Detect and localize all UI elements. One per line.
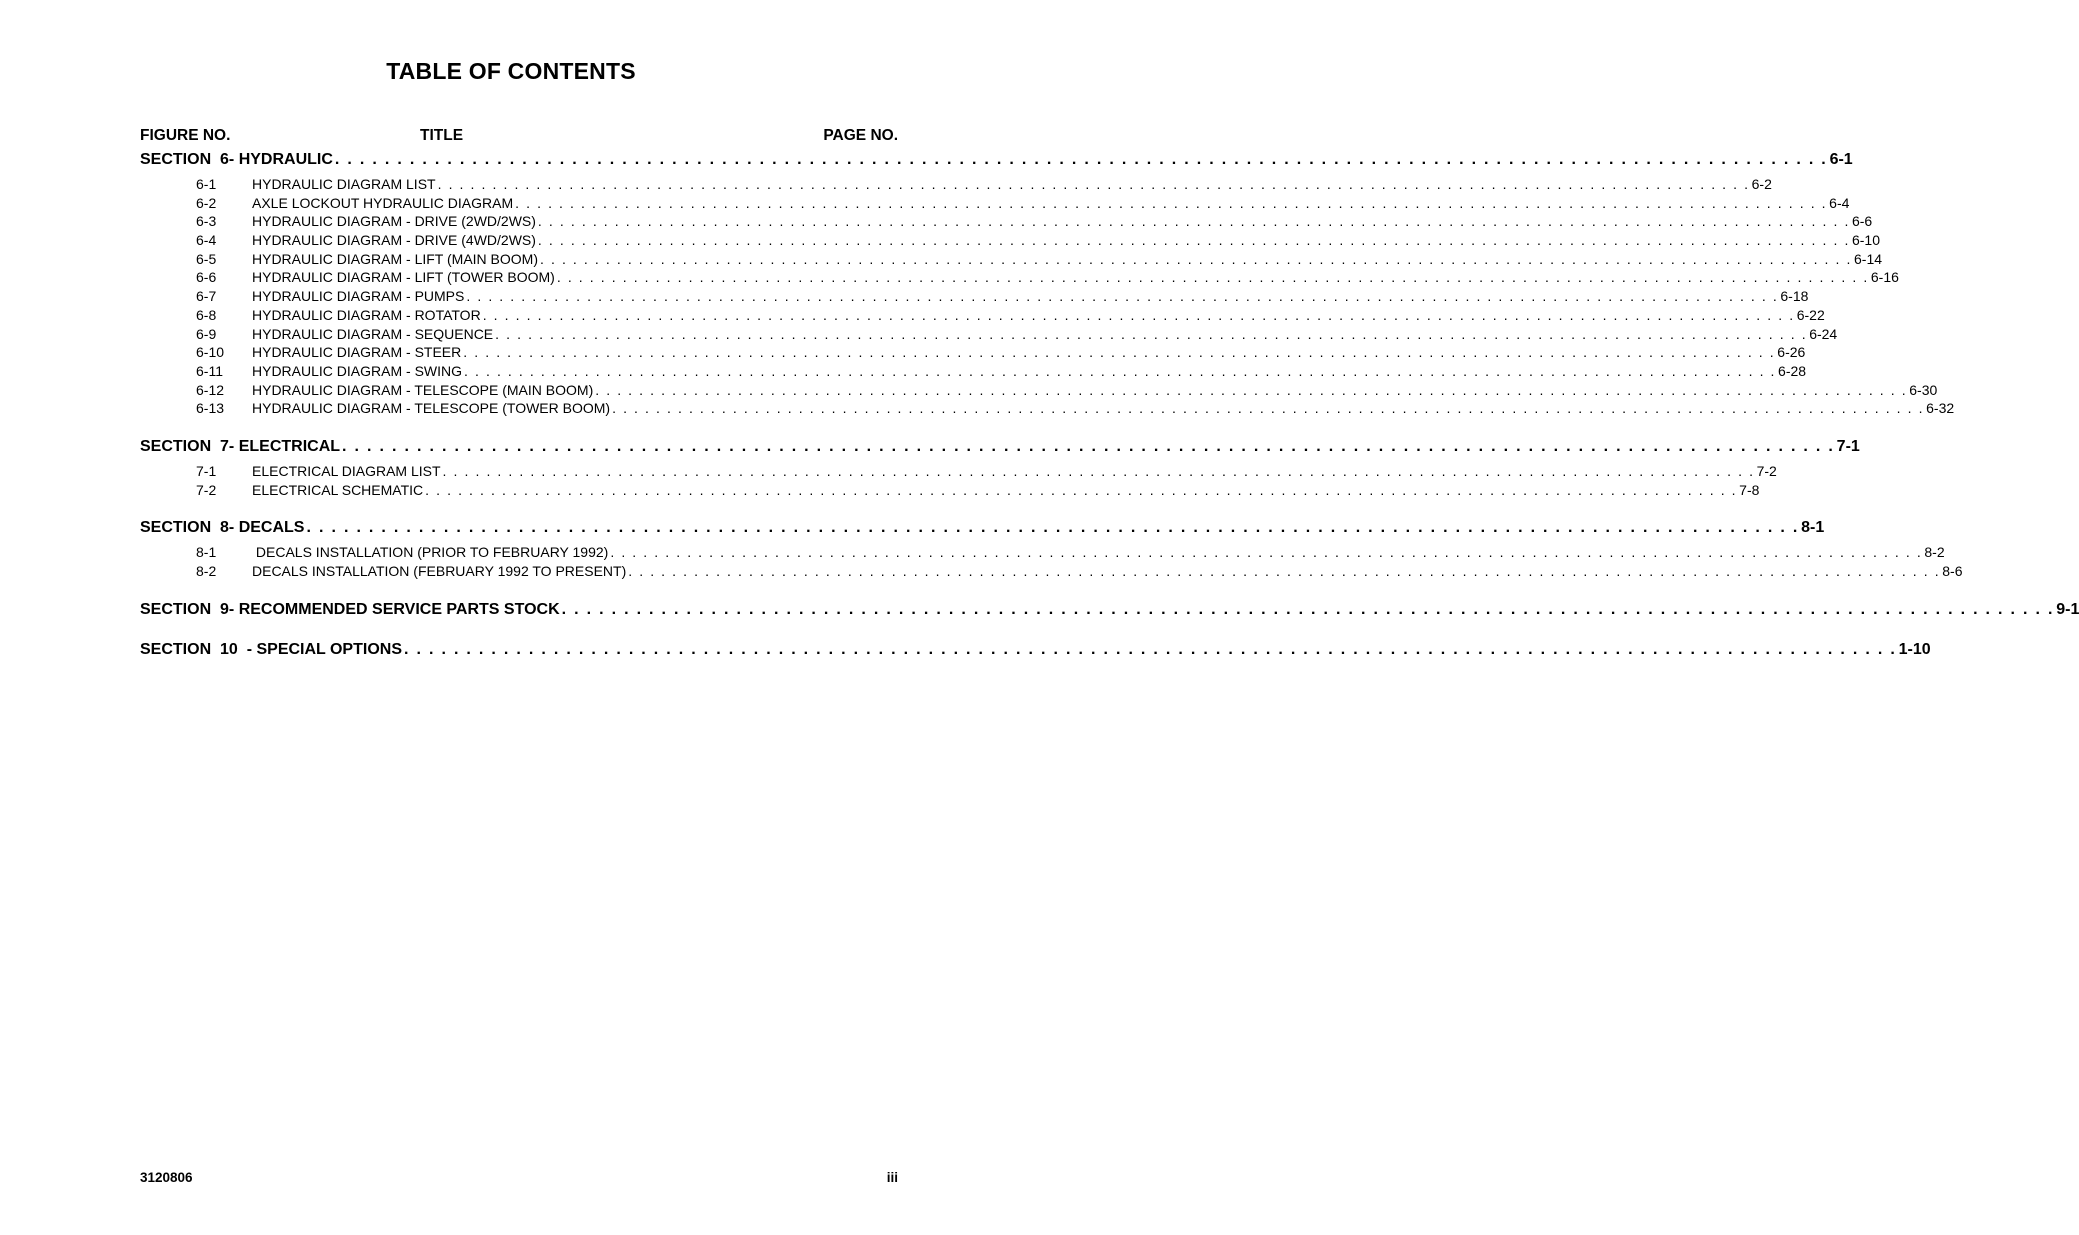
dot-leader: . . . . . . . . . . . . . . . . . . . . . . . . . . . . . . . . . . . . . . . . . . . . . . . . . . . . . . . . . . . . . . . . . . . . . . . . . . . . . . . . . . . . . . . . . . . . . . . . . . . . . . . . . . . . . . . . . . . . . . . . [537,213,1850,230]
section-label: SECTION [140,437,212,455]
figure-title: HYDRAULIC DIAGRAM - SEQUENCE [252,325,494,342]
figure-number: 6-8 [196,306,217,323]
figure-number: 8-2 [196,563,217,579]
dot-leader: . . . . . . . . . . . . . . . . . . . . . . . . . . . . . . . . . . . . . . . . . . . . . . . . . . . . . . . . . . . . . . . . . . . . . . . . . . . . . . . . . . . . . . . . . . . . . . . . . . . . . . . . . . . . . . . . . . . . . . . . [556,269,1869,286]
figure-number: 6-7 [196,288,217,305]
figure-page: 6-4 [1829,194,1850,211]
figure-number: 6-2 [196,194,217,211]
section-page: 6-1 [1829,151,1853,168]
figure-title: HYDRAULIC DIAGRAM - SWING [252,362,463,379]
figure-page: 6-26 [1777,344,1806,361]
figure-title: HYDRAULIC DIAGRAM - DRIVE (4WD/2WS) [252,232,536,249]
figure-page: 8-2 [1924,544,1945,561]
section-label: SECTION [140,640,212,658]
figure-title: DECALS INSTALLATION (FEBRUARY 1992 TO PRESENT) [252,563,627,579]
dot-leader: . . . . . . . . . . . . . . . . . . . . . . . . . . . . . . . . . . . . . . . . . . . . . . . . . . . . . . . . . . . . . . . . . . . . . . . . . . . . . . . . . . . . . . . . . . . . . . . . . . . . . . . . . . . . . . . . . . . . . . . . [561,600,2055,618]
figure-page: 6-6 [1851,213,1873,230]
figure-page: 8-6 [1942,563,1963,579]
spacer [211,517,220,539]
spacer [211,599,220,621]
spacer [211,149,220,171]
dot-leader: . . . . . . . . . . . . . . . . . . . . . . . . . . . . . . . . . . . . . . . . . . . . . . . . . . . . . . . . . . . . . . . . . . . . . . . . . . . . . . . . . . . . . . . . . . . . . . . . . . . . . . . . . . . . . . . . . . . . . . . . [466,288,1779,305]
figure-entry[interactable] [140,231,1880,250]
figure-number: 6-11 [196,362,223,379]
page-no-header: PAGE NO. [823,127,898,144]
section-entry[interactable] [140,149,1853,171]
figure-list [140,175,1955,418]
section-label: SECTION [140,151,212,168]
figure-list [140,543,1963,580]
figure-list [140,462,1777,499]
section-number: 9 [220,600,229,618]
section-title: - HYDRAULIC [228,151,333,168]
dot-leader: . . . . . . . . . . . . . . . . . . . . . . . . . . . . . . . . . . . . . . . . . . . . . . . . . . . . . . . . . . . . . . . . . . . . . . . . . . . . . . . . . . . . . . . . . . . . . . . . . . . . . . . . . . . . . . . . . . . . . . . . [403,640,1897,658]
figure-number: 6-3 [196,213,217,230]
figure-number: 6-5 [196,250,217,267]
figure-entry[interactable] [140,362,1807,381]
dot-leader: . . . . . . . . . . . . . . . . . . . . . . . . . . . . . . . . . . . . . . . . . . . . . . . . . . . . . . . . . . . . . . . . . . . . . . . . . . . . . . . . . . . . . . . . . . . . . . . . . . . . . . . . . . . . . . . . . . . . . . . . [515,194,1828,211]
spacer [211,639,220,661]
figure-number: 7-2 [196,481,217,498]
figure-title: ELECTRICAL SCHEMATIC [252,481,424,498]
section-title: - RECOMMENDED SERVICE PARTS STOCK [228,600,560,618]
dot-leader: . . . . . . . . . . . . . . . . . . . . . . . . . . . . . . . . . . . . . . . . . . . . . . . . . . . . . . . . . . . . . . . . . . . . . . . . . . . . . . . . . . . . . . . . . . . . . . . . . . . . . . . . . . . . . . . . . . . . . . . . [425,481,1738,498]
figure-title: HYDRAULIC DIAGRAM - LIFT (TOWER BOOM) [252,269,555,286]
section-entry[interactable] [140,599,2079,621]
figure-title: ELECTRICAL DIAGRAM LIST [252,462,441,479]
figure-number: 6-4 [196,232,217,249]
figure-title: HYDRAULIC DIAGRAM LIST [252,176,436,192]
figure-page: 6-14 [1854,250,1883,267]
section-entry[interactable] [140,639,1931,661]
figure-entry[interactable] [140,399,1955,418]
figure-title: HYDRAULIC DIAGRAM - DRIVE (2WD/2WS) [252,213,536,230]
figure-number: 6-13 [196,400,225,417]
figure-title: HYDRAULIC DIAGRAM - LIFT (MAIN BOOM) [252,250,538,267]
figure-title: HYDRAULIC DIAGRAM - PUMPS [252,288,465,305]
figure-entry[interactable] [140,543,1945,562]
figure-number: 6-1 [196,176,217,192]
figure-entry[interactable] [140,325,1838,344]
figure-number: 6-9 [196,325,217,342]
section-page: 9-1 [2056,600,2079,618]
section-title: - SPECIAL OPTIONS [237,640,402,658]
title-header: TITLE [420,127,464,144]
dot-leader: . . . . . . . . . . . . . . . . . . . . . . . . . . . . . . . . . . . . . . . . . . . . . . . . . . . . . . . . . . . . . . . . . . . . . . . . . . . . . . . . . . . . . . . . . . . . . . . . . . . . . . . . . . . . . . . . . . . . . . . . [334,151,1828,168]
section-number: 7 [220,437,229,455]
section-page: 7-1 [1836,437,1860,455]
section-title: - DECALS [228,519,305,537]
dot-leader: . . . . . . . . . . . . . . . . . . . . . . . . . . . . . . . . . . . . . . . . . . . . . . . . . . . . . . . . . . . . . . . . . . . . . . . . . . . . . . . . . . . . . . . . . . . . . . . . . . . . . . . . . . . . . . . . . . . . . . . . [537,232,1850,249]
figure-page: 6-10 [1851,232,1880,249]
figure-entry[interactable] [140,175,1772,194]
section-gap [140,499,872,517]
figure-no-header: FIGURE NO. [140,127,231,144]
dot-leader: . . . . . . . . . . . . . . . . . . . . . . . . . . . . . . . . . . . . . . . . . . . . . . . . . . . . . . . . . . . . . . . . . . . . . . . . . . . . . . . . . . . . . . . . . . . . . . . . . . . . . . . . . . . . . . . . . . . . . . . . [306,519,1800,537]
section-label: SECTION [140,519,212,537]
figure-number: 7-1 [196,462,217,479]
section-gap [140,581,872,599]
section-entry[interactable] [140,517,1825,539]
dot-leader: . . . . . . . . . . . . . . . . . . . . . . . . . . . . . . . . . . . . . . . . . . . . . . . . . . . . . . . . . . . . . . . . . . . . . . . . . . . . . . . . . . . . . . . . . . . . . . . . . . . . . . . . . . . . . . . . . . . . . . . . [464,362,1777,379]
section-label: SECTION [140,600,212,618]
figure-page: 6-32 [1926,400,1955,417]
figure-entry[interactable] [140,481,1760,500]
section-number: 8 [220,519,229,537]
section-gap [140,418,872,436]
figure-page: 6-16 [1870,269,1899,286]
dot-leader: . . . . . . . . . . . . . . . . . . . . . . . . . . . . . . . . . . . . . . . . . . . . . . . . . . . . . . . . . . . . . . . . . . . . . . . . . . . . . . . . . . . . . . . . . . . . . . . . . . . . . . . . . . . . . . . . . . . . . . . . [342,437,1835,455]
section-page: 8-1 [1801,519,1825,537]
figure-entry[interactable] [140,562,1963,581]
page-title: TABLE OF CONTENTS [386,58,636,84]
dot-leader: . . . . . . . . . . . . . . . . . . . . . . . . . . . . . . . . . . . . . . . . . . . . . . . . . . . . . . . . . . . . . . . . . . . . . . . . . . . . . . . . . . . . . . . . . . . . . . . . . . . . . . . . . . . . . . . . . . . . . . . . [628,563,1941,579]
dot-leader: . . . . . . . . . . . . . . . . . . . . . . . . . . . . . . . . . . . . . . . . . . . . . . . . . . . . . . . . . . . . . . . . . . . . . . . . . . . . . . . . . . . . . . . . . . . . . . . . . . . . . . . . . . . . . . . . . . . . . . . . [595,381,1908,398]
section-entry[interactable] [140,436,1860,458]
figure-page: 6-24 [1809,325,1838,342]
dot-leader: . . . . . . . . . . . . . . . . . . . . . . . . . . . . . . . . . . . . . . . . . . . . . . . . . . . . . . . . . . . . . . . . . . . . . . . . . . . . . . . . . . . . . . . . . . . . . . . . . . . . . . . . . . . . . . . . . . . . . . . . [437,176,1750,192]
spacer [211,436,220,458]
figure-title: HYDRAULIC DIAGRAM - STEER [252,344,462,361]
figure-page: 7-8 [1739,481,1760,498]
figure-title: HYDRAULIC DIAGRAM - TELESCOPE (TOWER BOOM) [252,400,611,417]
figure-number: 8-1 [196,544,217,561]
figure-page: 6-28 [1778,362,1807,379]
section-page: 1-10 [1898,640,1931,658]
section-number: 6 [220,151,229,168]
figure-page: 6-30 [1909,381,1938,398]
toc-list [140,149,2079,661]
figure-entry[interactable] [140,343,1806,362]
section-gap [140,621,872,639]
figure-number: 6-10 [196,344,225,361]
dot-leader: . . . . . . . . . . . . . . . . . . . . . . . . . . . . . . . . . . . . . . . . . . . . . . . . . . . . . . . . . . . . . . . . . . . . . . . . . . . . . . . . . . . . . . . . . . . . . . . . . . . . . . . . . . . . . . . . . . . . . . . . [495,325,1808,342]
figure-number: 6-6 [196,269,217,286]
figure-page: 6-22 [1796,306,1825,323]
figure-entry[interactable] [140,381,1938,400]
dot-leader: . . . . . . . . . . . . . . . . . . . . . . . . . . . . . . . . . . . . . . . . . . . . . . . . . . . . . . . . . . . . . . . . . . . . . . . . . . . . . . . . . . . . . . . . . . . . . . . . . . . . . . . . . . . . . . . . . . . . . . . . [463,344,1776,361]
figure-entry[interactable] [140,250,1883,269]
dot-leader: . . . . . . . . . . . . . . . . . . . . . . . . . . . . . . . . . . . . . . . . . . . . . . . . . . . . . . . . . . . . . . . . . . . . . . . . . . . . . . . . . . . . . . . . . . . . . . . . . . . . . . . . . . . . . . . . . . . . . . . . [482,306,1795,323]
dot-leader: . . . . . . . . . . . . . . . . . . . . . . . . . . . . . . . . . . . . . . . . . . . . . . . . . . . . . . . . . . . . . . . . . . . . . . . . . . . . . . . . . . . . . . . . . . . . . . . . . . . . . . . . . . . . . . . . . . . . . . . . [539,250,1853,267]
figure-entry[interactable] [140,268,1899,287]
figure-page: 6-18 [1780,288,1809,305]
figure-entry[interactable] [140,306,1825,325]
dot-leader: . . . . . . . . . . . . . . . . . . . . . . . . . . . . . . . . . . . . . . . . . . . . . . . . . . . . . . . . . . . . . . . . . . . . . . . . . . . . . . . . . . . . . . . . . . . . . . . . . . . . . . . . . . . . . . . . . . . . . . . . [612,400,1925,417]
figure-title: HYDRAULIC DIAGRAM - TELESCOPE (MAIN BOOM) [252,381,594,398]
page-number: iii [886,1170,898,1185]
section-number: 10 [220,640,238,658]
figure-entry[interactable] [140,462,1777,481]
section-title: - ELECTRICAL [228,437,341,455]
figure-entry[interactable] [140,212,1873,231]
dot-leader: . . . . . . . . . . . . . . . . . . . . . . . . . . . . . . . . . . . . . . . . . . . . . . . . . . . . . . . . . . . . . . . . . . . . . . . . . . . . . . . . . . . . . . . . . . . . . . . . . . . . . . . . . . . . . . . . . . . . . . . . [610,544,1923,561]
figure-page: 6-2 [1751,176,1772,192]
figure-entry[interactable] [140,287,1809,306]
document-number: 3120806 [140,1170,193,1185]
figure-entry[interactable] [140,194,1850,213]
figure-title: AXLE LOCKOUT HYDRAULIC DIAGRAM [252,194,514,211]
dot-leader: . . . . . . . . . . . . . . . . . . . . . . . . . . . . . . . . . . . . . . . . . . . . . . . . . . . . . . . . . . . . . . . . . . . . . . . . . . . . . . . . . . . . . . . . . . . . . . . . . . . . . . . . . . . . . . . . . . . . . . . . [442,462,1755,479]
figure-title: DECALS INSTALLATION (PRIOR TO FEBRUARY 1992) [252,544,609,561]
figure-title: HYDRAULIC DIAGRAM - ROTATOR [252,306,481,323]
column-headers [140,127,898,147]
figure-page: 7-2 [1756,462,1777,479]
figure-number: 6-12 [196,381,225,398]
